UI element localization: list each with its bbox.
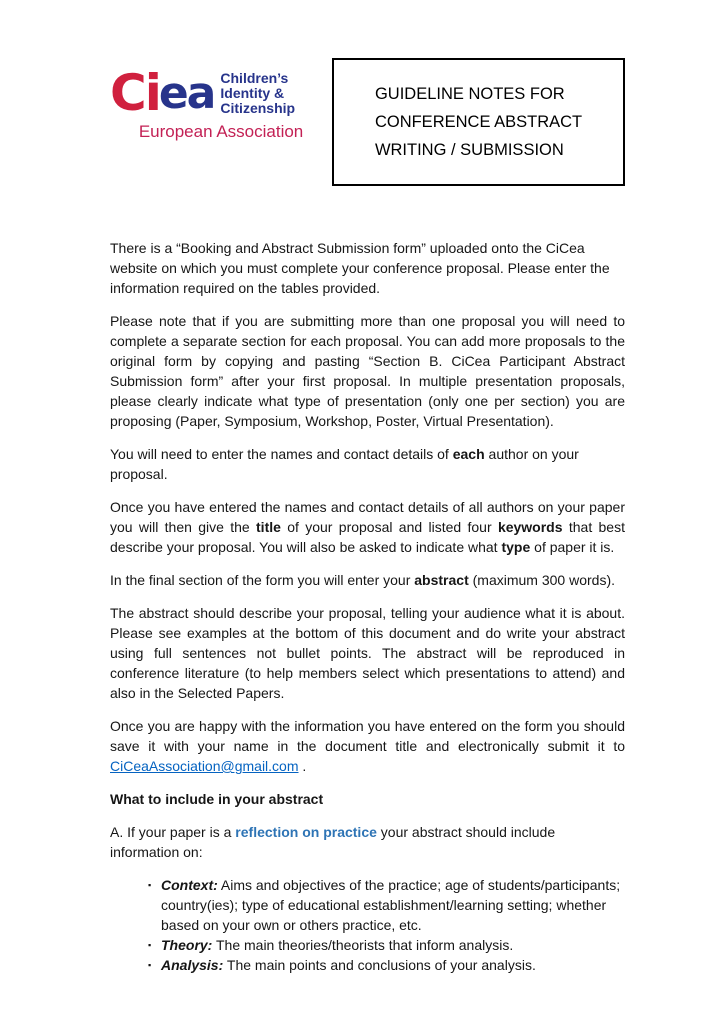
text-segment: that best describe your proposal. You will also be asked to indicate what (110, 519, 625, 555)
paragraph-abstract-description: The abstract should describe your proposal, telling your audience what it is about. Please see examples at the bottom of this document and do write your abstract using full sentences not bullet points. The abstract will be reproduced in conference literature (to help members select which presentations to attend) and also in the Selected Papers. (110, 605, 625, 701)
logo-tagline-line: Children’s (220, 70, 289, 86)
bullet-label: Theory: (161, 937, 213, 953)
bullet-square-icon: ▪ (148, 880, 152, 890)
bullet-text: The main theories/theorists that inform analysis. (212, 937, 514, 953)
paragraph-submission (110, 716, 625, 776)
paragraph-title-keywords (110, 497, 625, 557)
title-line: WRITING / SUBMISSION (374, 141, 564, 159)
text-segment: In the final section of the form you will enter your (110, 572, 415, 588)
text-segment-bold: keywords (497, 519, 563, 535)
text-segment-bold: type (501, 539, 531, 555)
logo-tagline-line: Citizenship (220, 100, 296, 116)
paragraph-multiple-proposals: Please note that if you are submitting more than one proposal you will need to complete a separate section for each proposal. You can add more proposals to the original form by copying and pasting “Section B. CiCea Participant Abstract Submission form” after your first proposal. In multiple presentation proposals, please clearly indicate what type of presentation (only one per section) you are proposing (Paper, Symposium, Workshop, Poster, Virtual Presentation). (110, 313, 625, 429)
paragraph-author-details (110, 444, 625, 484)
logo-wordmark (110, 64, 332, 122)
text-segment: Once you have entered the names and contact details of all authors on your paper you will then give the (110, 499, 625, 535)
email-link[interactable]: CiCeaAssociation@gmail.com (110, 758, 299, 774)
title-box (332, 58, 625, 186)
logo-tagline-line: Identity & (220, 85, 285, 101)
logo-ci-letters: Ci (110, 64, 160, 122)
text-segment-bold: abstract (414, 572, 469, 588)
text-segment: of paper it is. (530, 539, 615, 555)
list-item-theory (148, 935, 625, 955)
bullet-square-icon: ▪ (148, 960, 152, 970)
logo-ea-letters: ea (158, 68, 215, 119)
title-line: GUIDELINE NOTES FOR (374, 85, 565, 103)
text-segment: of your proposal and listed four (280, 519, 498, 535)
paragraph-reflection-on-practice (110, 822, 625, 862)
bullet-label: Context: (161, 877, 218, 893)
text-segment-bold: each (452, 446, 485, 462)
paragraph-abstract-limit (110, 570, 625, 590)
bullet-text: Aims and objectives of the practice; age of students/participants; country(ies); type of educational establishment/learning setting; whether based on your own or others practice, etc. (161, 877, 621, 933)
title-box-text (375, 80, 582, 164)
title-line: CONFERENCE ABSTRACT (374, 113, 583, 131)
header (110, 58, 625, 186)
bullet-label: Analysis: (161, 957, 224, 973)
bullet-content (161, 935, 625, 955)
section-heading-what-to-include: What to include in your abstract (110, 791, 324, 807)
text-segment-accent: reflection on practice (235, 824, 377, 840)
list-item-analysis (148, 955, 625, 975)
text-segment: . (298, 758, 307, 774)
logo-tagline (220, 70, 295, 116)
cicea-logo (110, 58, 332, 142)
paragraph-booking-form: There is a “Booking and Abstract Submission form” uploaded onto the CiCea website on which you must complete your conference proposal. Please enter the information required on the tables provided. (110, 240, 610, 296)
text-segment: your abstract should include information on: (110, 824, 556, 860)
list-item-context (148, 875, 625, 935)
bullet-square-icon: ▪ (148, 940, 152, 950)
text-segment: You will need to enter the names and contact details of (110, 446, 453, 462)
logo-subtitle: European Association (138, 122, 304, 141)
bullet-list (110, 875, 625, 975)
text-segment: Once you are happy with the information you have entered on the form you should save it with your name in the document title and electronically submit it to (110, 718, 625, 754)
bullet-content (161, 875, 625, 935)
text-segment: (maximum 300 words). (468, 572, 615, 588)
text-segment-bold: title (256, 519, 281, 535)
bullet-text: The main points and conclusions of your analysis. (223, 957, 536, 973)
text-segment: A. If your paper is a (110, 824, 236, 840)
text-segment: author on your proposal. (110, 446, 579, 482)
bullet-content (161, 955, 625, 975)
